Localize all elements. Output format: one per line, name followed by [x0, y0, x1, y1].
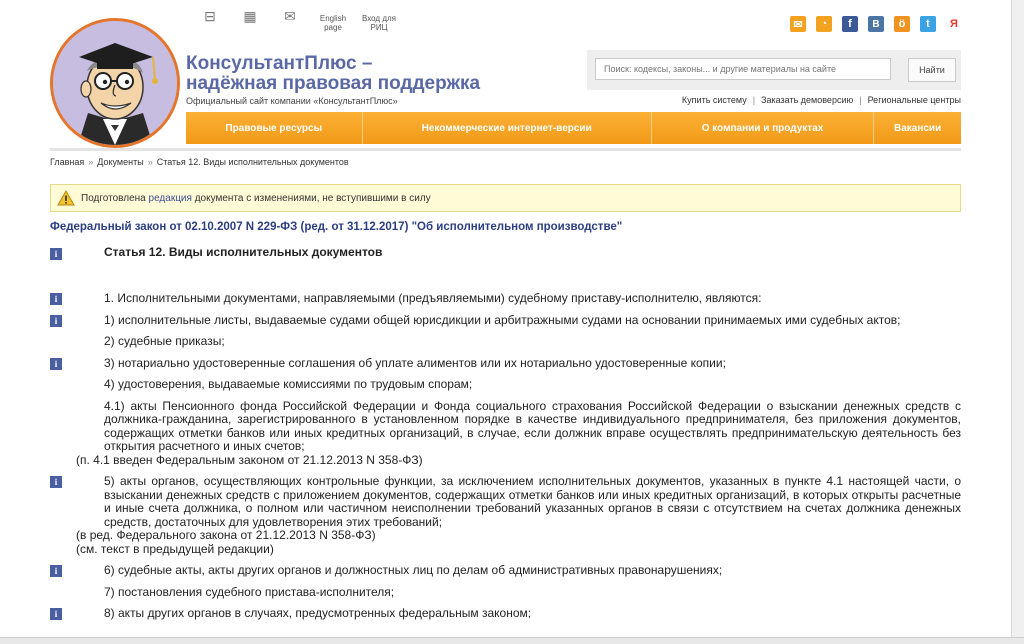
info-icon[interactable]: i — [50, 565, 62, 577]
vk-icon[interactable]: B — [868, 16, 884, 32]
paragraph-row — [50, 400, 961, 454]
yandex-icon[interactable]: Я — [946, 16, 962, 32]
document-title: Федеральный закон от 02.10.2007 N 229-ФЗ (ред. от 31.12.2017) "Об исполнительном производстве" — [50, 221, 623, 233]
paragraph: 1. Исполнительными документами, направляемыми (предъявляемыми) судебному приставу-исполнителю, являются: — [104, 291, 762, 305]
sitemap-icon: ⊟ — [204, 8, 216, 24]
paragraph: 6) судебные акты, акты других органов и должностных лиц по делам об административных правонарушениях; — [104, 563, 723, 577]
paragraph-note: (см. текст в предыдущей редакции) — [76, 541, 274, 556]
nav-vacancies[interactable]: Вакансии — [893, 122, 942, 134]
paragraph: 4.1) акты Пенсионного фонда Российской Федерации и Фонда социального страхования Российской Федерации о взыскании денежных средств с должника-гражданина, зарегистрированного в установленном порядке в качестве индивидуального предпринимателя, без приложения документов, содержащих отметки банков или иных кредитных организаций, в случае, если должник вправе осуществлять предпринимательскую деятельность без открытия расчетного и иных счетов; — [104, 398, 961, 453]
brand-subtitle: Официальный сайт компании «КонсультантПлюс» — [186, 96, 398, 106]
paragraph-row — [50, 543, 961, 557]
search-input[interactable] — [595, 58, 891, 80]
paragraph-row — [50, 335, 961, 349]
paragraph: 3) нотариально удостоверенные соглашения об уплате алиментов или их нотариально удостоверенные копии; — [104, 355, 726, 370]
divider — [50, 148, 961, 151]
ric-login-link[interactable]: Вход для РИЦ — [362, 14, 396, 32]
calculator-icon: ▦ — [243, 8, 257, 24]
paragraph-row — [50, 292, 961, 306]
paragraph-row — [50, 475, 961, 529]
mail-share-icon[interactable]: ✉ — [790, 16, 806, 32]
paragraph-text: 1) исполнительные листы, выдаваемые судами общей юрисдикции и арбитражными судами на основании принимаемых ими судебных актов; — [104, 312, 901, 327]
contact-link[interactable] — [270, 8, 310, 32]
paragraph-row — [50, 607, 961, 621]
paragraph-row — [50, 586, 961, 600]
info-icon[interactable]: i — [50, 476, 62, 488]
brand-title-line-1: КонсультантПлюс – — [186, 53, 373, 74]
breadcrumb-documents[interactable]: Документы — [97, 157, 144, 167]
article-row — [50, 246, 961, 286]
brand-title[interactable] — [186, 54, 480, 94]
breadcrumb — [50, 157, 349, 167]
paragraph: 7) постановления судебного пристава-исполнителя; — [104, 584, 395, 599]
paragraph: 8) акты других органов в случаях, предусмотренных федеральным законом; — [104, 606, 532, 620]
window-bottom-edge — [0, 637, 1024, 644]
paragraph — [104, 314, 961, 328]
paragraph-note: (п. 4.1 введен Федеральным законом от 21.12.2013 N 358-ФЗ) — [76, 452, 423, 467]
nav-about-company[interactable]: О компании и продуктах — [652, 112, 874, 144]
odnoklassniki-icon[interactable]: ö — [894, 16, 910, 32]
brand-title-line-2: надёжная правовая поддержка — [186, 73, 481, 94]
regional-centers-link[interactable]: Региональные центры — [867, 95, 961, 105]
info-icon[interactable]: i — [50, 293, 62, 305]
sitemap-link[interactable] — [190, 8, 230, 32]
nav-legal-resources[interactable]: Правовые ресурсы — [186, 112, 363, 144]
mail-icon: ✉ — [284, 8, 296, 24]
buy-system-link[interactable]: Купить систему — [681, 95, 747, 105]
search-panel — [587, 50, 961, 90]
social-links — [790, 16, 962, 32]
paragraph-row — [50, 564, 961, 578]
top-links — [190, 8, 402, 32]
breadcrumb-separator: » — [147, 157, 153, 167]
notice-edition-link[interactable]: редакция — [148, 192, 192, 204]
info-icon[interactable]: i — [50, 315, 62, 327]
scrollbar[interactable] — [1011, 0, 1024, 644]
paragraph-row — [50, 454, 961, 468]
paragraph: 4) удостоверения, выдаваемые комиссиями по трудовым спорам; — [104, 377, 473, 391]
breadcrumb-separator: » — [88, 157, 94, 167]
paragraph: 2) судебные приказы; — [104, 334, 225, 348]
order-demo-link[interactable]: Заказать демоверсию — [761, 95, 854, 105]
utility-links — [682, 95, 961, 105]
professor-mascot-icon — [53, 21, 177, 145]
rss-icon[interactable]: ◔ — [816, 16, 832, 32]
article-title: Статья 12. Виды исполнительных документов — [104, 245, 383, 259]
warning-icon — [57, 190, 75, 206]
main-nav — [186, 112, 961, 144]
info-icon[interactable]: i — [50, 608, 62, 620]
breadcrumb-current: Статья 12. Виды исполнительных документов — [156, 157, 349, 167]
notice-text-before: Подготовлена — [81, 192, 149, 204]
paragraph-row — [50, 357, 961, 371]
calculator-link[interactable] — [230, 8, 270, 32]
document-content — [50, 246, 961, 621]
english-page-link[interactable]: English page — [319, 14, 347, 32]
info-icon[interactable]: i — [50, 248, 62, 260]
notice-text-after: документа с изменениями, не вступившими в силу — [191, 192, 431, 204]
twitter-icon[interactable]: t — [920, 16, 936, 32]
breadcrumb-home[interactable]: Главная — [50, 157, 85, 167]
paragraph: 5) акты органов, осуществляющих контрольные функции, за исключением исполнительных документов, указанных в пункте 4.1 настоящей части, о взыскании денежных средств с приложением документов, содержащих отметки банков или иных кредитных организаций, в которых открыты расчетные и иные счета должника, о полном или частичном неисполнении требований указанных органов в связи с отсутствием на счетах должника денежных средств, достаточных для удовлетворения этих требований; — [104, 474, 961, 529]
logo-mascot[interactable] — [50, 18, 180, 148]
paragraph-note: (в ред. Федерального закона от 21.12.2013 N 358-ФЗ) — [76, 528, 376, 542]
paragraph-row — [50, 314, 961, 328]
facebook-icon[interactable]: f — [842, 16, 858, 32]
edition-notice — [50, 184, 961, 212]
info-icon[interactable]: i — [50, 358, 62, 370]
divider: | — [859, 95, 862, 105]
nav-noncommercial-versions[interactable]: Некоммерческие интернет-версии — [363, 112, 652, 144]
paragraph-row — [50, 529, 961, 543]
divider: | — [752, 95, 756, 105]
paragraph-row — [50, 378, 961, 392]
search-button[interactable]: Найти — [908, 58, 956, 82]
